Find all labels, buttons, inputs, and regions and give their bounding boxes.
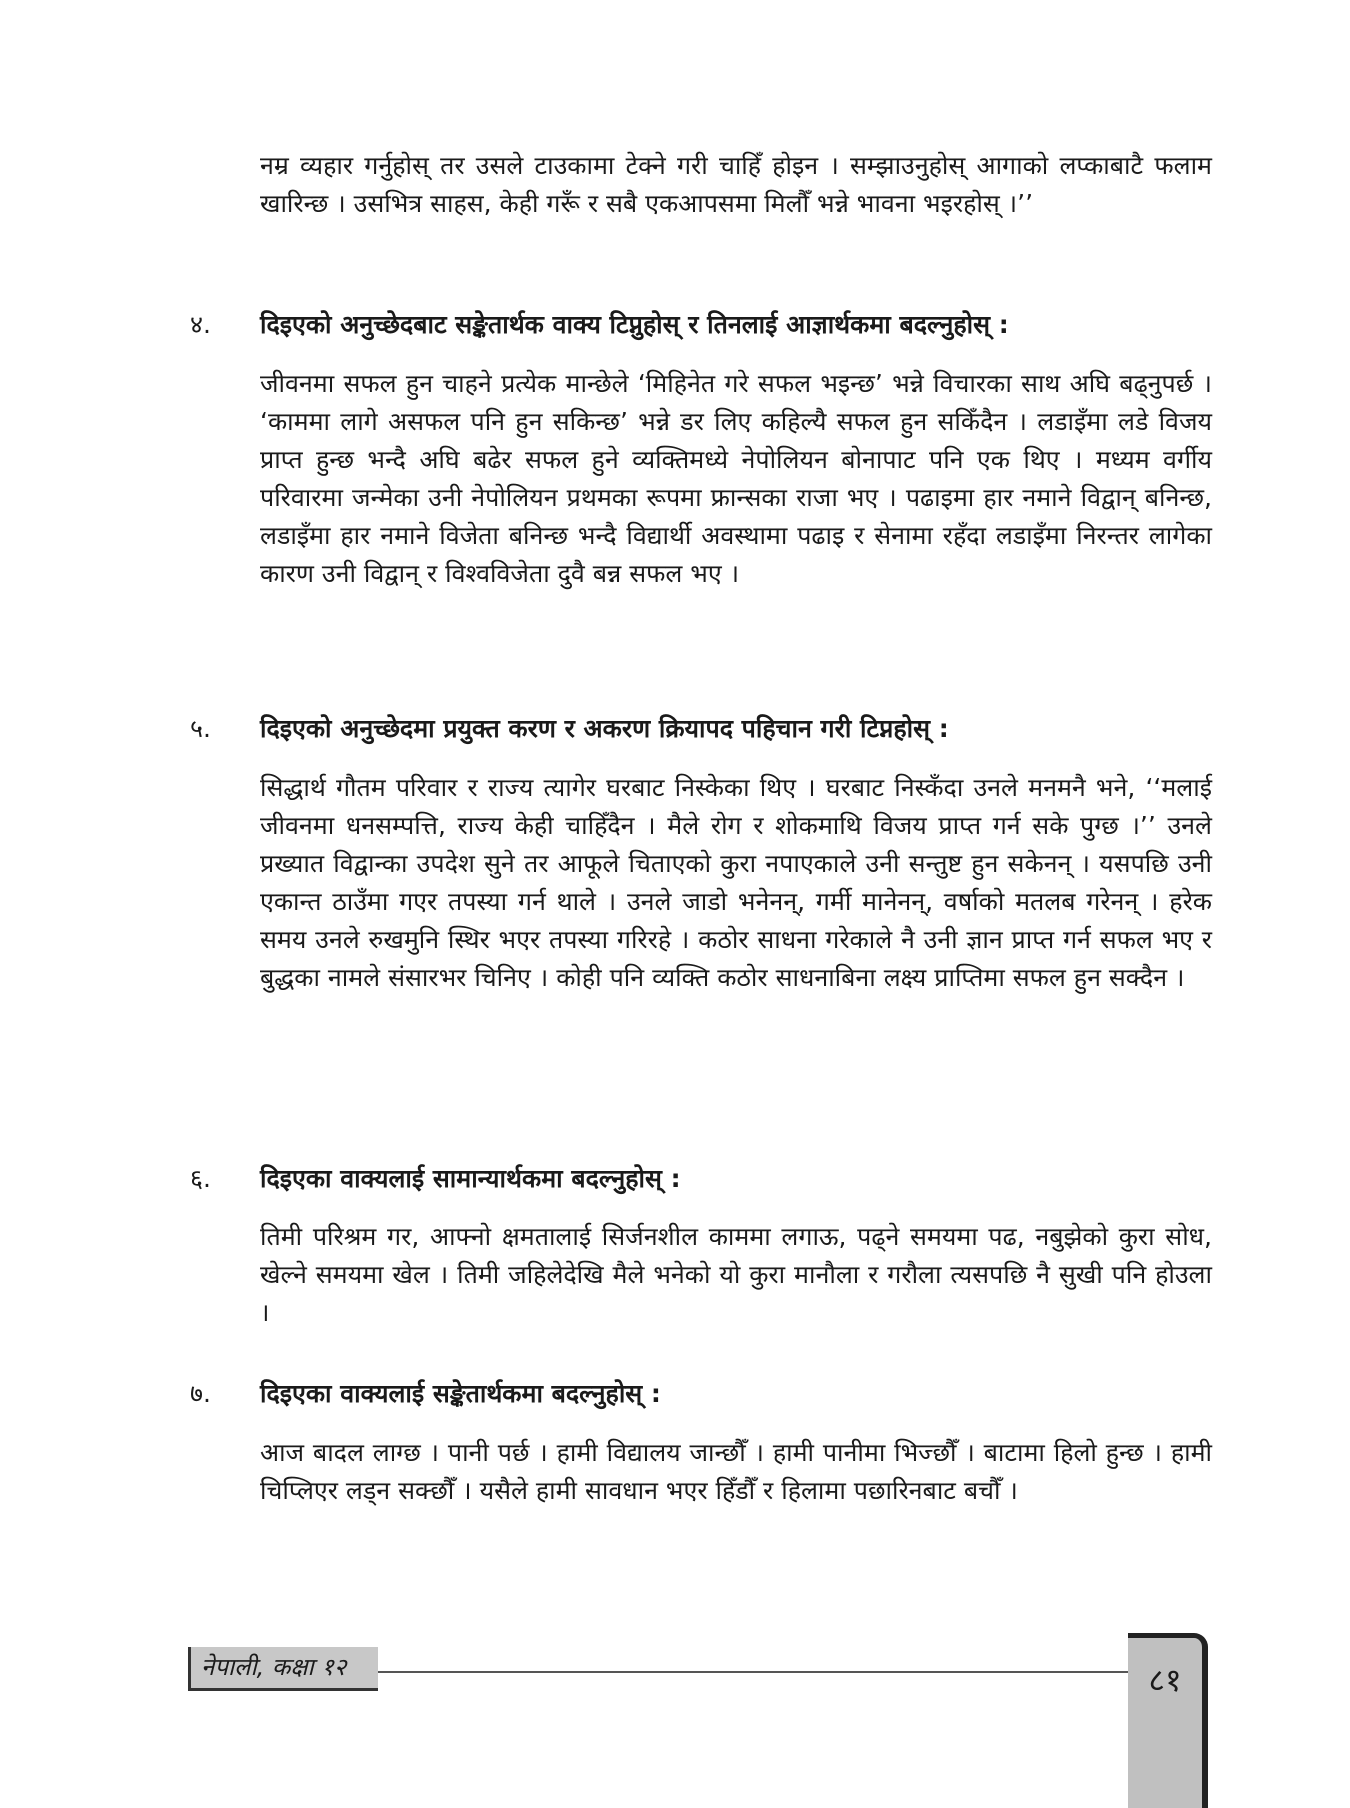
intro-paragraph: नम्र व्यहार गर्नुहोस् तर उसले टाउकामा टेक्ने गरी चाहिँ होइन । सम्झाउनुहोस् आगाको लप्काबाटै फलाम खारिन्छ । उसभित्र साहस, केही गरूँ र सबै एकआपसमा मिलौँ भन्ने भावना भइरहोस् ।’’ xyxy=(260,151,1212,218)
question-number: ७. xyxy=(190,1379,211,1408)
question-passage: आज बादल लाग्छ । पानी पर्छ । हामी विद्यालय जान्छौँ । हामी पानीमा भिज्छौँ । बाटामा हिलो हुन्छ । हामी चिप्लिएर लड्न सक्छौँ । यसैले हामी सावधान भएर हिँडौँ र हिलामा पछारिनबाट बचौँ । xyxy=(260,1438,1212,1505)
question-number: ६. xyxy=(190,1164,211,1193)
question-passage: सिद्धार्थ गौतम परिवार र राज्य त्यागेर घरबाट निस्केका थिए । घरबाट निस्कँदा उनले मनमनै भने, ‘‘मलाई जीवनमा धनसम्पत्ति, राज्य केही चाहिँदैन । मैले रोग र शोकमाथि विजय प्राप्त गर्न सके पुग्छ ।’’ उनले प्रख्यात विद्वान्का उपदेश सुने तर आफूले चिताएको कुरा नपाएकाले उनी सन्तुष्ट हुन सकेनन् । यसपछि उनी एकान्त ठाउँमा गएर तपस्या गर्न थाले । उनले जाडो भनेनन्, गर्मी मानेनन्, वर्षाको मतलब गरेनन् । हरेक समय उनले रुखमुनि स्थिर भएर तपस्या गरिरहे । कठोर साधना गरेकाले नै उनी ज्ञान प्राप्त गर्न सफल भए र बुद्धका नामले संसारभर चिनिए । कोही पनि व्यक्ति कठोर साधनाबिना लक्ष्य प्राप्तिमा सफल हुन सक्दैन । xyxy=(260,773,1212,992)
question-title: दिइएका वाक्यलाई सङ्केतार्थकमा बदल्नुहोस् : xyxy=(260,1379,661,1408)
question-title: दिइएको अनुच्छेदबाट सङ्केतार्थक वाक्य टिप्नुहोस् र तिनलाई आज्ञार्थकमा बदल्नुहोस् : xyxy=(260,310,1009,339)
question-passage: तिमी परिश्रम गर, आफ्नो क्षमतालाई सिर्जनशील काममा लगाऊ, पढ्ने समयमा पढ, नबुझेको कुरा सोध, खेल्ने समयमा खेल । तिमी जहिलेदेखि मैले भनेको यो कुरा मानौला र गरौला त्यसपछि नै सुखी पनि होउला । xyxy=(260,1222,1212,1327)
question-number: ५. xyxy=(190,714,211,743)
question-passage: जीवनमा सफल हुन चाहने प्रत्येक मान्छेले ‘मिहिनेत गरे सफल भइन्छ’ भन्ने विचारका साथ अघि बढ्नुपर्छ । ‘काममा लागे असफल पनि हुन सकिन्छ’ भन्ने डर लिए कहिल्यै सफल हुन सकिँदैन । लडाइँमा लडे विजय प्राप्त हुन्छ भन्दै अघि बढेर सफल हुने व्यक्तिमध्ये नेपोलियन बोनापाट पनि एक थिए । मध्यम वर्गीय परिवारमा जन्मेका उनी नेपोलियन प्रथमका रूपमा फ्रान्सका राजा भए । पढाइमा हार नमाने विद्वान् बनिन्छ, लडाइँमा हार नमाने विजेता बनिन्छ भन्दै विद्यार्थी अवस्थामा पढाइ र सेनामा रहँदा लडाइँमा निरन्तर लागेका कारण उनी विद्वान् र विश्वविजेता दुवै बन्न सफल भए । xyxy=(260,369,1212,588)
book-title-label: नेपाली, कक्षा १२ xyxy=(188,1647,378,1691)
question-number: ४. xyxy=(190,310,211,339)
footer-divider xyxy=(378,1671,1130,1673)
page-number: ८१ xyxy=(1148,1661,1182,1699)
question-title: दिइएका वाक्यलाई सामान्यार्थकमा बदल्नुहोस् : xyxy=(260,1164,681,1193)
page-number-tab xyxy=(1128,1633,1208,1808)
question-title: दिइएको अनुच्छेदमा प्रयुक्त करण र अकरण क्रियापद पहिचान गरी टिप्नहोस् : xyxy=(260,714,949,743)
